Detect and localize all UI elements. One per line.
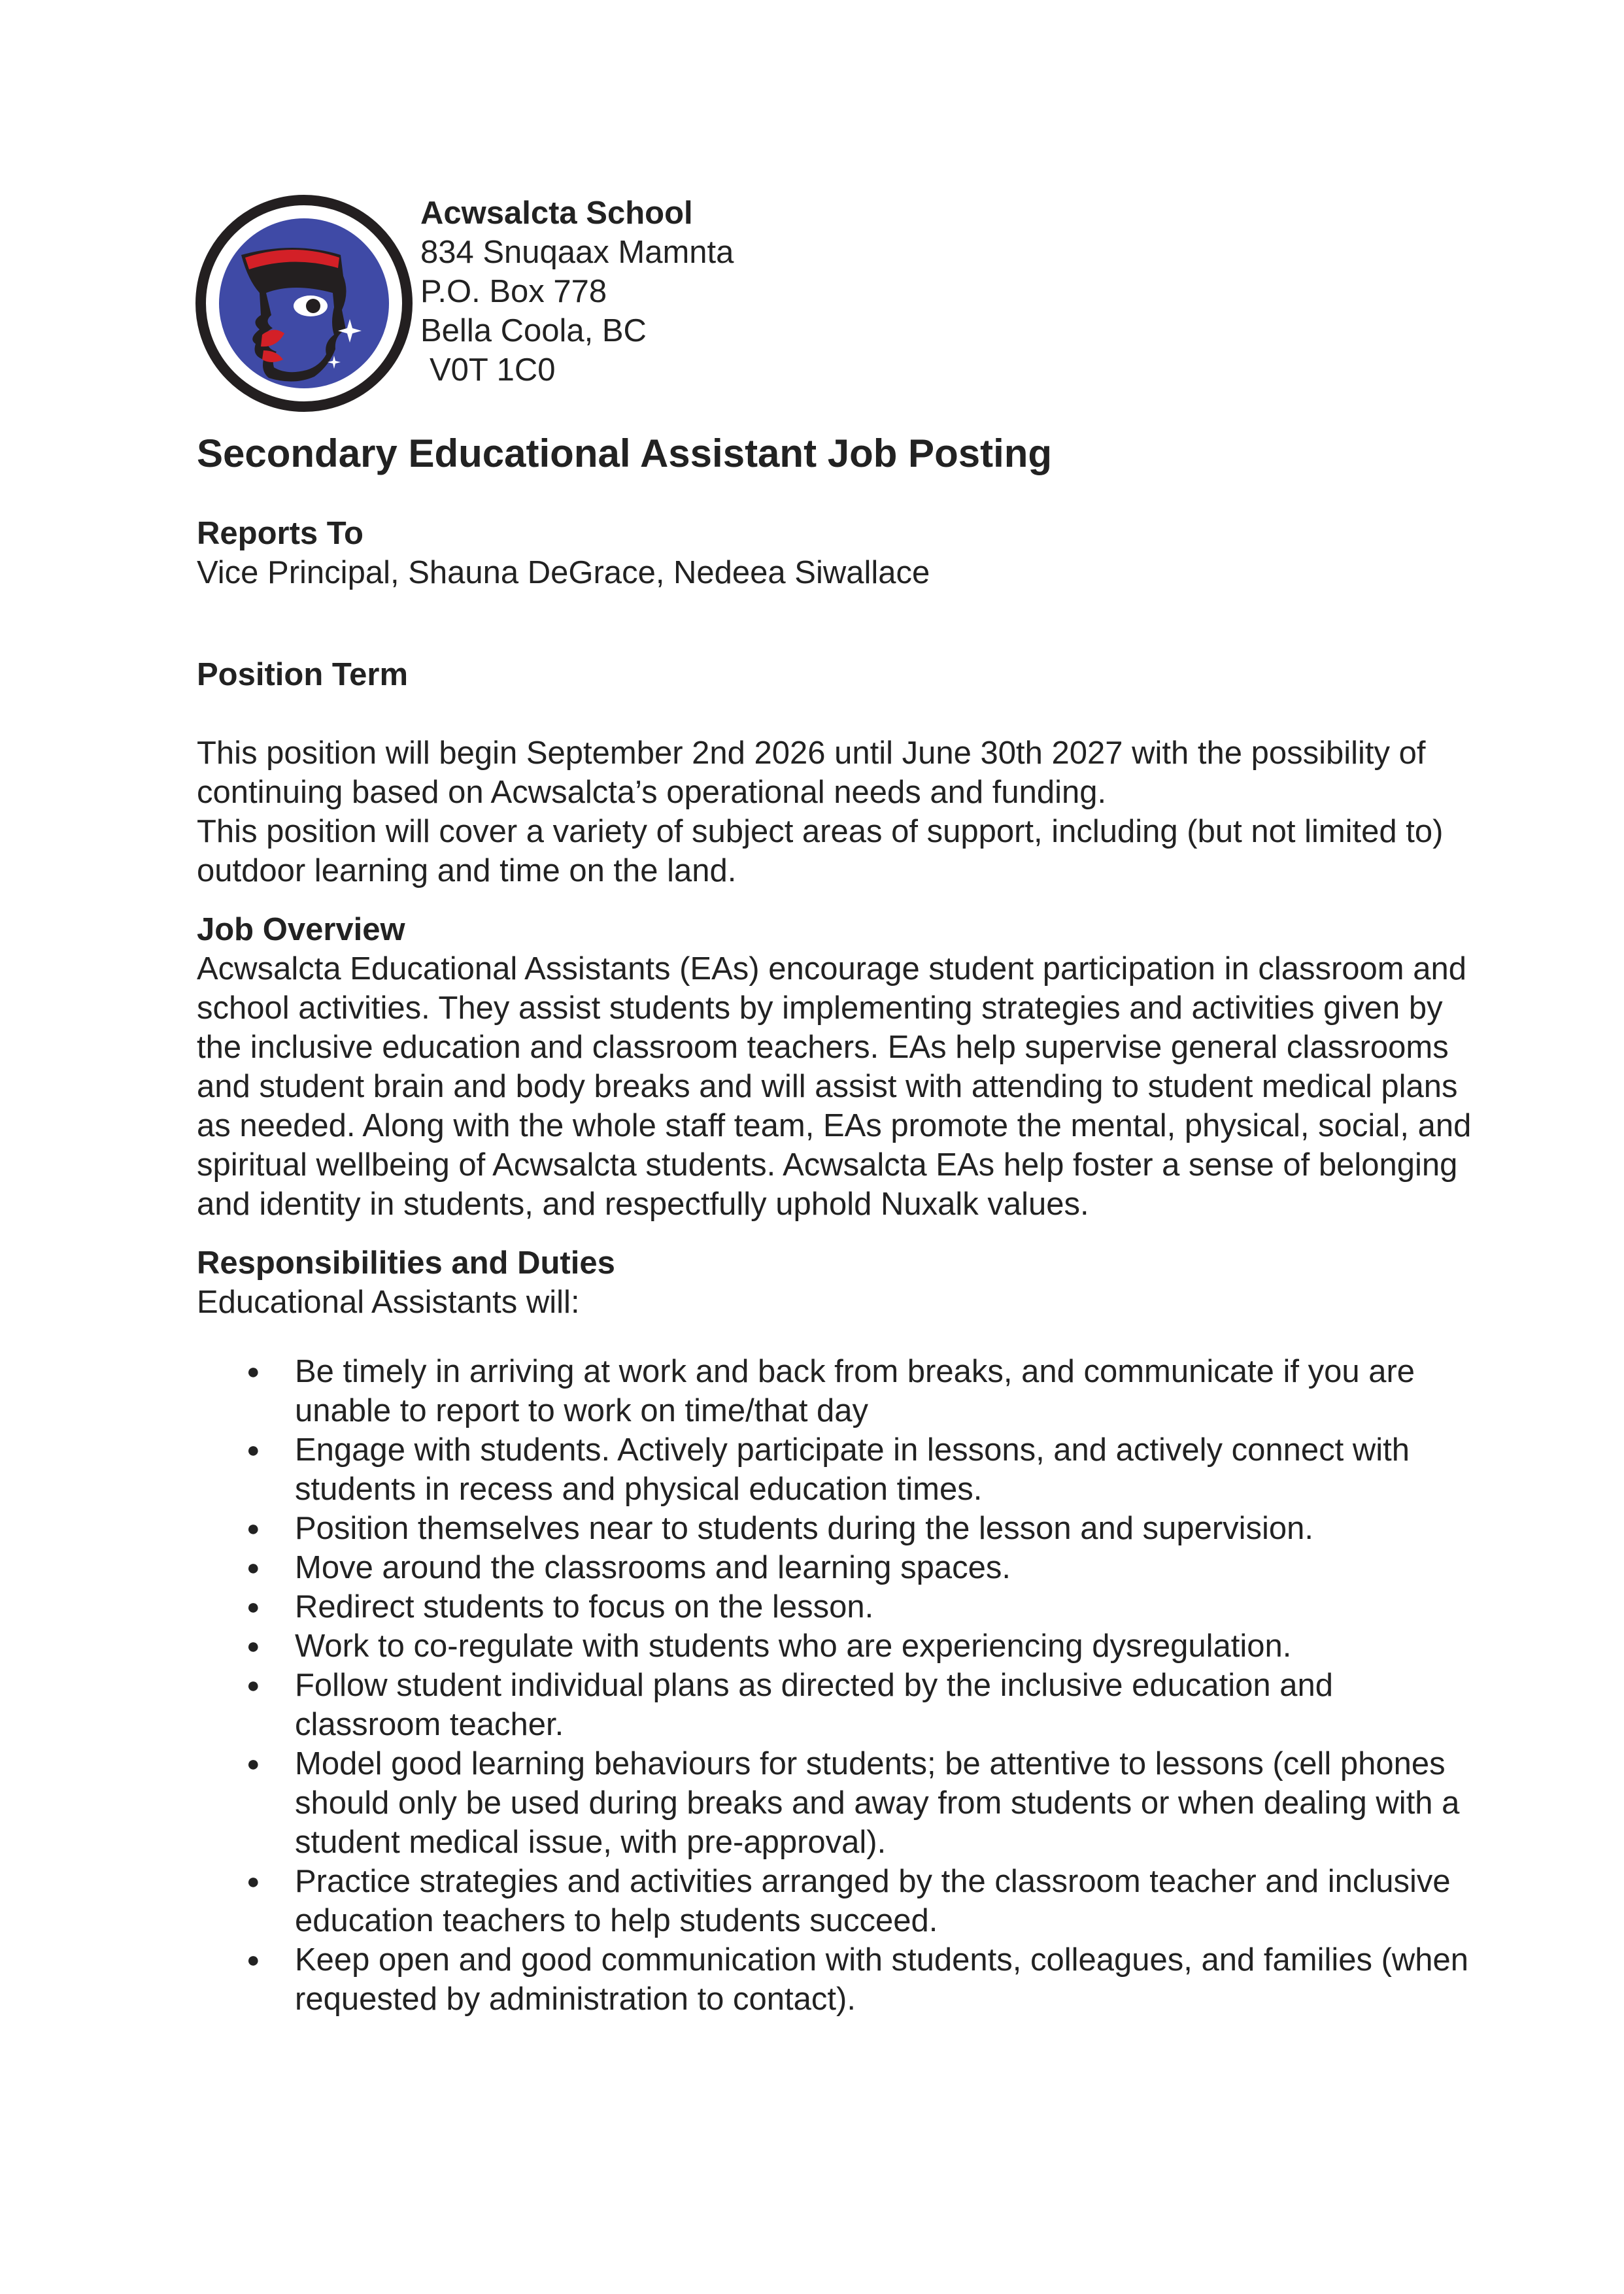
job-overview-heading: Job Overview [197,912,405,947]
position-term-heading: Position Term [197,657,409,692]
reports-to-heading: Reports To [197,516,364,551]
bullet-icon: ● [246,1869,260,1894]
bullet-icon: ● [246,1594,260,1619]
list-item: ● Engage with students. Actively participate in lessons, and actively connect with students in recess and physical education times. [197,1430,1478,1509]
list-item: ● Redirect students to focus on the lesson. [197,1587,1478,1627]
position-term-paragraph-1: This position will begin September 2nd 2026 until June 30th 2027 with the possibility of continuing based on Acwsalcta’s operational needs and funding. [197,735,1426,810]
responsibilities-intro: Educational Assistants will: [197,1285,580,1320]
bullet-icon: ● [246,1673,260,1698]
duties-list [197,1352,1478,2019]
responsibilities-heading: Responsibilities and Duties [197,1245,615,1281]
list-item: ● Work to co-regulate with students who are experiencing dysregulation. [197,1627,1478,1666]
list-item: ● Follow student individual plans as directed by the inclusive education and classroom teacher. [197,1666,1478,1744]
school-city: Bella Coola, BC [420,313,647,348]
school-postal-code: V0T 1C0 [430,352,556,388]
bullet-icon: ● [246,1634,260,1659]
bullet-icon: ● [246,1751,260,1776]
school-address [420,194,734,390]
document-body [197,426,1478,2019]
position-term-paragraph-2: This position will cover a variety of subject areas of support, including (but not limited to) outdoor learning and time on the land. [197,814,1444,888]
list-item: ● Model good learning behaviours for students; be attentive to lessons (cell phones should only be used during breaks and away from students or when dealing with a student medical issue, with pre-approval). [197,1744,1478,1862]
school-street: 834 Snuqaax Mamnta [420,235,734,270]
list-item: ● Keep open and good communication with students, colleagues, and families (when requested by administration to contact). [197,1940,1478,2019]
job-overview-text: Acwsalcta Educational Assistants (EAs) encourage student participation in classroom and school activities. They assist students by implementing strategies and activities given by the inclusive education and classroom teachers. EAs help supervise general classrooms and student brain and body breaks and will assist with attending to student medical plans as needed. Along with the whole staff team, EAs promote the mental, physical, social, and spiritual wellbeing of Acwsalcta students. Acwsalcta EAs help foster a sense of belonging and identity in students, and respectfully uphold Nuxalk values. [197,951,1472,1222]
acwsalcta-school-logo [195,195,413,412]
bullet-icon: ● [246,1359,260,1384]
bullet-icon: ● [246,1555,260,1580]
page-title: Secondary Educational Assistant Job Posting [197,431,1053,475]
bullet-icon: ● [246,1438,260,1462]
list-item: ● Be timely in arriving at work and back from breaks, and communicate if you are unable to report to work on time/that day [197,1352,1478,1430]
school-name: Acwsalcta School [420,195,693,231]
list-item: ● Position themselves near to students during the lesson and supervision. [197,1509,1478,1548]
list-item: ● Move around the classrooms and learning spaces. [197,1548,1478,1587]
bullet-icon: ● [246,1516,260,1541]
list-item: ● Practice strategies and activities arranged by the classroom teacher and inclusive education teachers to help students succeed. [197,1862,1478,1940]
school-po-box: P.O. Box 778 [420,274,607,309]
reports-to-text: Vice Principal, Shauna DeGrace, Nedeea Siwallace [197,555,930,590]
bullet-icon: ● [246,1948,260,1972]
